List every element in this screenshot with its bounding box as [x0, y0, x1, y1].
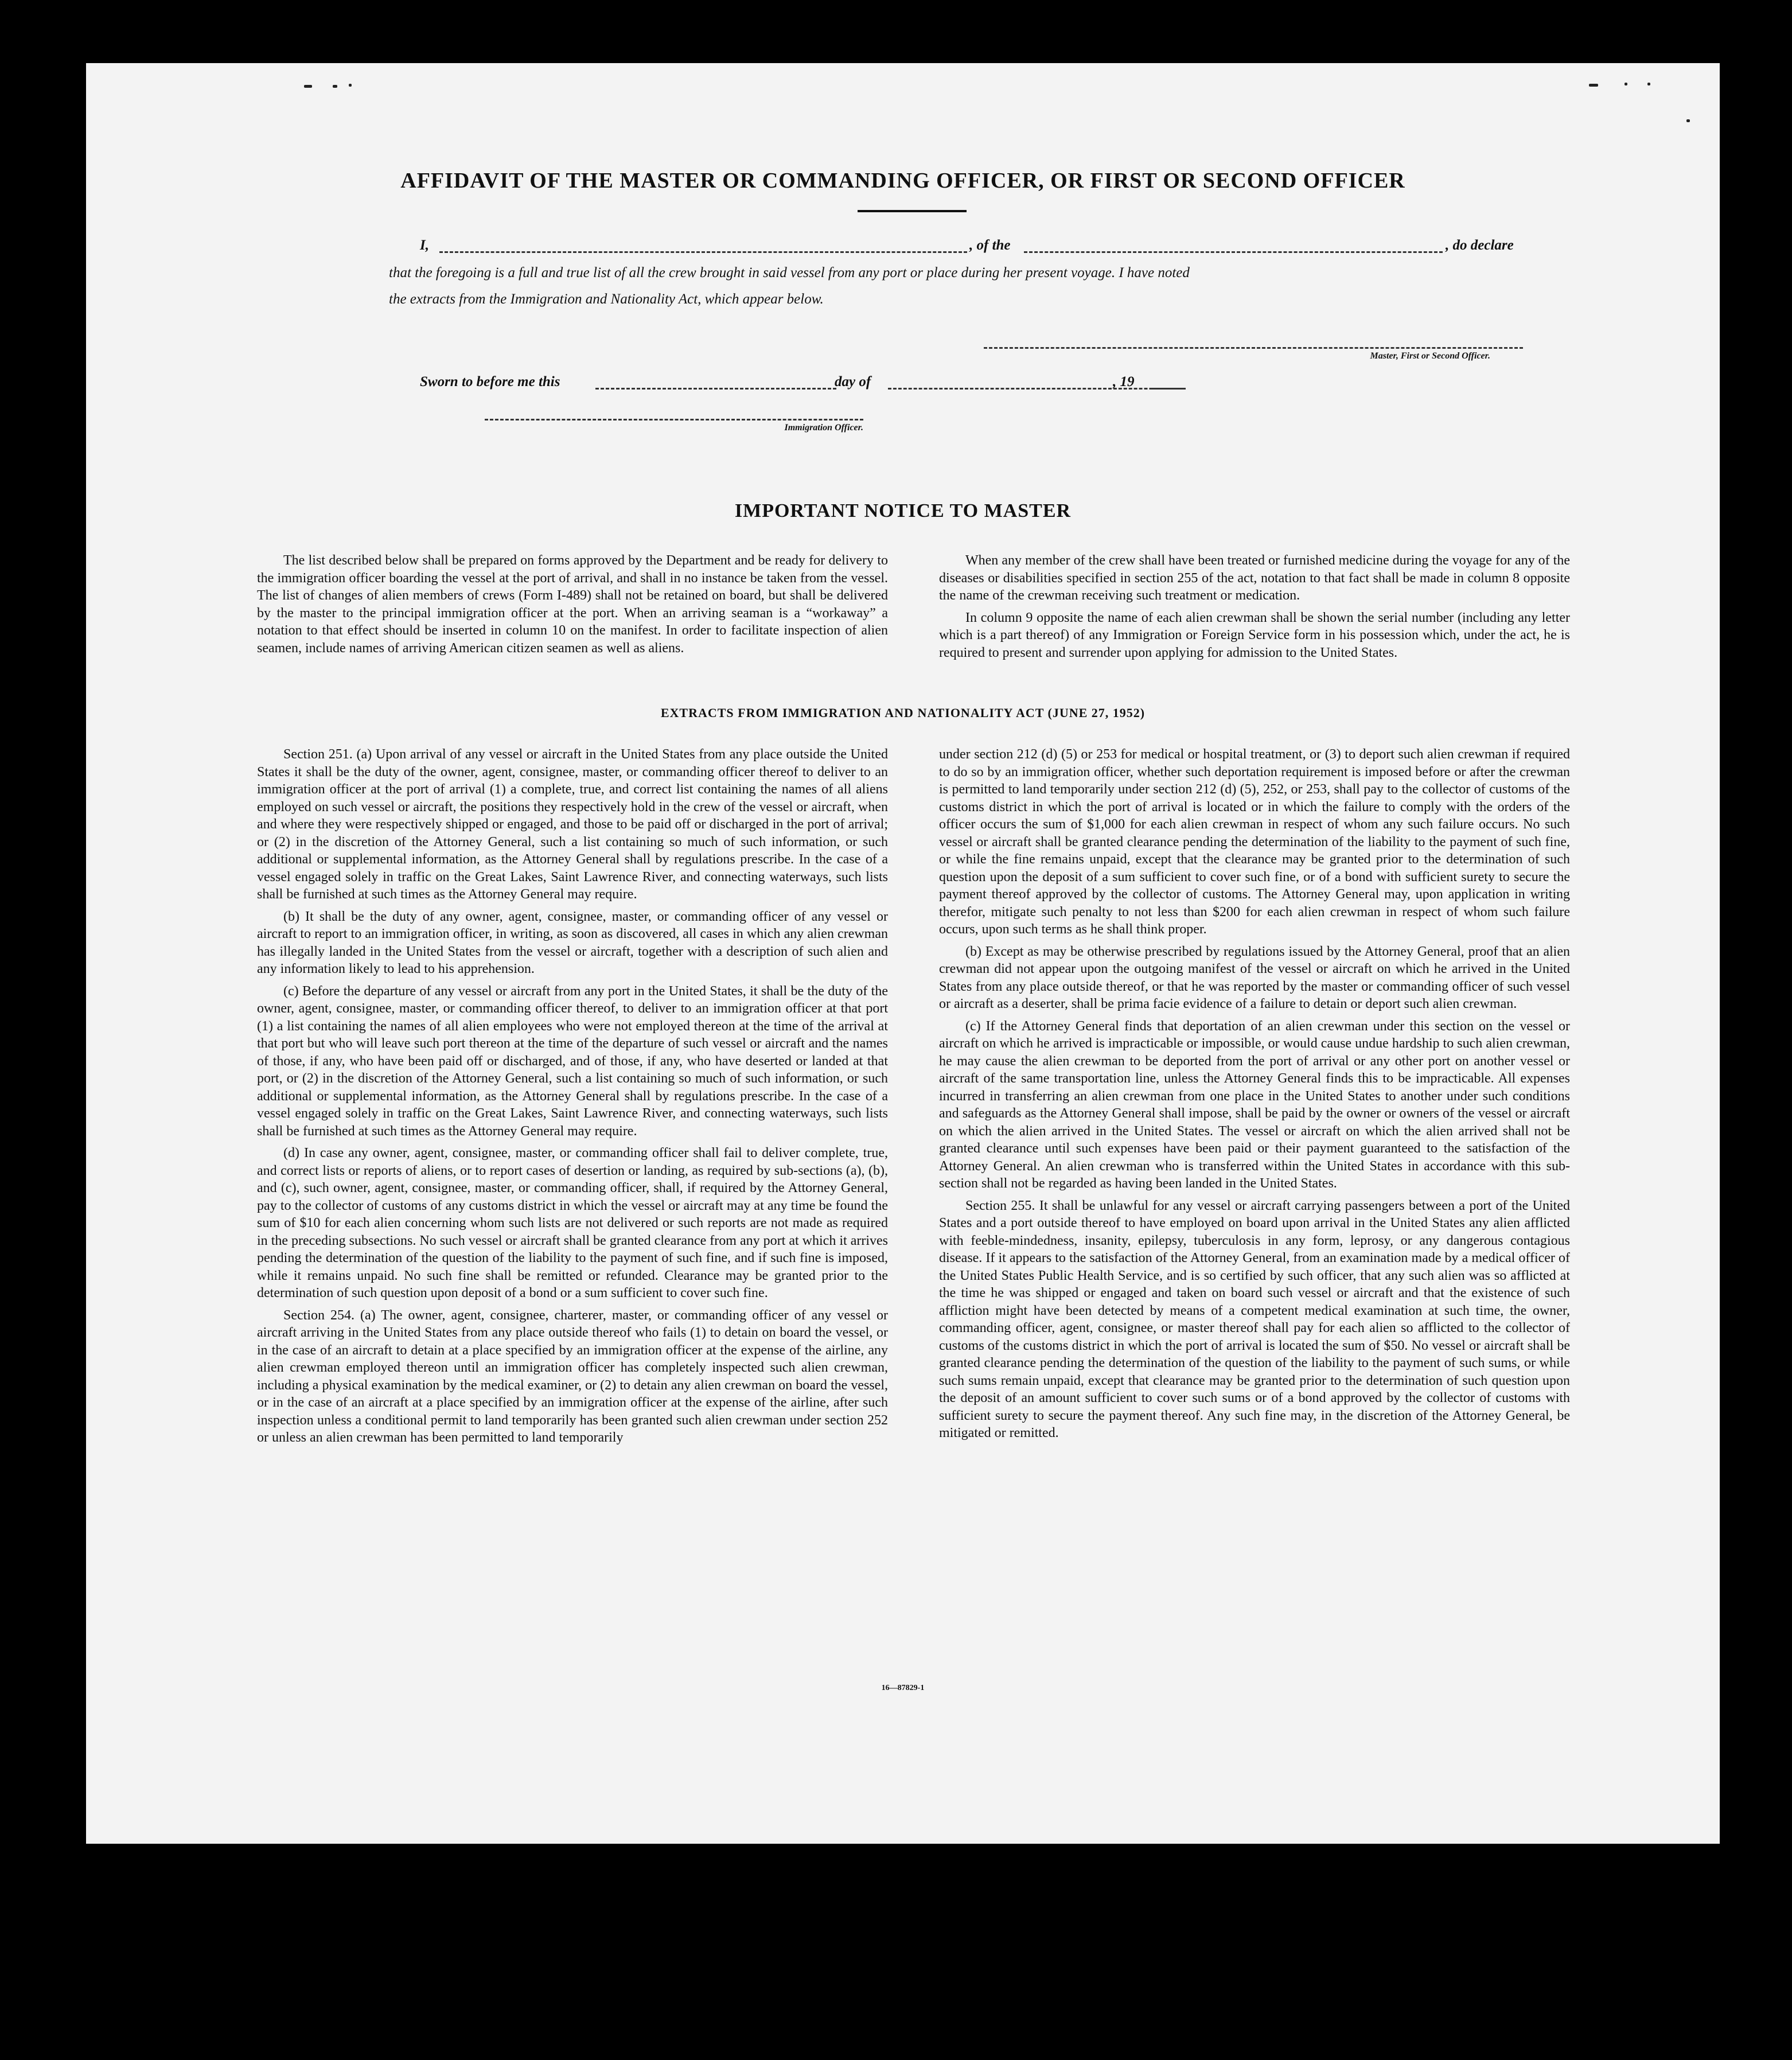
notice-title: IMPORTANT NOTICE TO MASTER [734, 500, 1072, 521]
notice-right [939, 552, 1570, 666]
extract-section-254b: (b) Except as may be otherwise prescribed by regulations issued by the Attorney General, proof that an alien crewman did not appear upon the outgoing manifest of the vessel or aircraft on which he arrived in the United States from any place outside thereof, or that he was reported by the master or commanding officer of such vessel or aircraft as a deserter, shall be prima facie evidence of a failure to detain or deport such alien crewman. [939, 944, 1570, 1011]
extracts-right-column [939, 746, 1570, 1447]
extract-section-254a-cont: under section 212 (d) (5) or 253 for medical or hospital treatment, or (3) to deport such alien crewman if required to do so by an immigration officer, whether such deportation requirement is imposed before or after the crewman is permitted to land temporarily under section 212 (d) (5), 252, or 253, shall pay to the collector of customs of the customs district in which the port of arrival is located or in which the failure to comply with the orders of the officer occurs the sum of $1,000 for each alien crewman in respect of whom any such failure occurs. No such vessel or aircraft shall be granted clearance pending the determination of the liability to the payment of such fine, or while the fine remains unpaid, except that the clearance may be granted prior to the determination of such question upon the deposit of a sum sufficient to cover such fine, or of a bond with sufficient surety to secure the payment thereof approved by the collector of customs. The Attorney General may, upon application in writing therefor, mitigate such penalty to not less than $200 for each alien crewman in respect of whom such failure occurs, upon such terms as he shall think proper. [939, 747, 1570, 937]
sworn-day-blank[interactable] [595, 388, 836, 390]
sworn-prefix: Sworn to before me this [420, 374, 560, 390]
officer-label: Immigration Officer. [784, 423, 863, 433]
notice-right-paragraph-2: In column 9 opposite the name of each alien crewman shall be shown the serial number (including any letter which is a part thereof) of any Immigration or Foreign Service form in his possession which, under the act, he is required to present and surrender upon applying for admission to the United States. [939, 610, 1570, 660]
extract-section-251b: (b) It shall be the duty of any owner, agent, consignee, master, or commanding officer of any vessel or aircraft to report to an immigration officer, in writing, as soon as discovered, all cases in which any alien crewman has illegally landed in the United States from the vessel or aircraft, together with a description of such alien and any information likely to lead to his apprehension. [257, 909, 888, 976]
notice-left-paragraph: The list described below shall be prepared on forms approved by the Department and be ready for delivery to the immigration officer boarding the vessel at the port of arrival, and shall in no instance be taken from the vessel. The list of changes of alien members of crews (Form I-489) shall not be retained on board, but shall be delivered by the master to the principal immigration officer at the port. When an arriving seaman is a “workaway” a notation to that effect should be inserted in column 10 on the manifest. In order to facilitate inspection of alien seamen, include names of arriving American citizen seamen as well as aliens. [257, 553, 888, 656]
extract-section-254a: Section 254. (a) The owner, agent, consignee, charterer, master, or commanding officer of any vessel or aircraft arriving in the United States from any place outside thereof who fails (1) to detain on board the vessel, or in the case of an aircraft to detain at a place specified by an immigration officer at the expense of the airline, any alien crewman employed thereon until an immigration officer has completely inspected such alien crewman, including a physical examination by the medical examiner, or (2) to detain any alien crewman on board the vessel, or in the case of an aircraft at a place specified by an immigration officer at the expense of the airline, after such inspection unless a conditional permit to land temporarily has been granted such alien crewman under section 252 or unless an alien crewman has been permitted to land temporarily [257, 1307, 888, 1445]
name-blank[interactable] [439, 251, 967, 253]
declaration-line-3: the extracts from the Immigration and Nationality Act, which appear below. [389, 291, 824, 307]
vessel-blank[interactable] [1024, 251, 1443, 253]
extract-section-251c: (c) Before the departure of any vessel or aircraft from any port in the United States, it shall be the duty of the owner, agent, consignee, master, or commanding officer thereof, to deliver to an immigration officer at that port (1) a list containing the names of all alien employees who were not employed thereon at the time of the arrival at that port but who will leave such port thereon at the time of the departure of such vessel or aircraft and the names of those, if any, who have been paid off or discharged, and of those, if any, who have deserted or landed at that port, or (2) in the discretion of the Attorney General, such a list containing so much of such information, or such additional or supplemental information, as the Attorney General shall by regulations prescribe. In the case of a vessel engaged solely in traffic on the Great Lakes, Saint Lawrence River, and connecting waterways, such lists shall be furnished at such times as the Attorney General may require. [257, 983, 888, 1139]
extract-section-251d: (d) In case any owner, agent, consignee, master, or commanding officer shall fail to deliver complete, true, and correct lists or reports of aliens, or to report cases of desertion or landing, as required by sub-sections (a), (b), and (c), such owner, agent, consignee, master, or commanding officer, shall, if required by the Attorney General, pay to the collector of customs of any customs district in which the vessel or aircraft may at any time be found the sum of $10 for each alien concerning whom such lists are not delivered or such reports are not made as required in the preceding subsections. No such vessel or aircraft shall be granted clearance from any port at which it arrives pending the determination of the question of the liability to the payment of such fine, and if such fine is imposed, while it remains unpaid. No such fine shall be remitted or refunded. Clearance may be granted prior to the determination of such question upon deposit of a bond or a sum sufficient to cover such fine. [257, 1146, 888, 1300]
sworn-year: , 19 [1113, 374, 1135, 390]
document-page [86, 63, 1720, 1844]
affidavit-title: AFFIDAVIT OF THE MASTER OR COMMANDING OFFICER, OR FIRST OR SECOND OFFICER [400, 169, 1405, 193]
extract-section-251a: Section 251. (a) Upon arrival of any vessel or aircraft in the United States from any place outside the United States it shall be the duty of the owner, agent, consignee, master, or commanding officer thereof to deliver to an immigration officer at the port of arrival (1) a complete, true, and correct list containing the names of all aliens employed on such vessel or aircraft, the positions they respectively hold in the crew of the vessel or aircraft, when and where they were respectively shipped or engaged, and those to be paid off or discharged in the port of arrival; or (2) in the discretion of the Attorney General, such a list containing so much of such information, or such additional or supplemental information, as the Attorney General shall by regulations prescribe. In the case of a vessel engaged solely in traffic on the Great Lakes, Saint Lawrence River, and connecting waterways, such lists shall be furnished at such times as the Attorney General may require. [257, 747, 888, 902]
sworn-day-of: day of [835, 374, 871, 390]
officer-signature-blank[interactable] [485, 419, 863, 420]
title-rule [858, 210, 967, 212]
extract-section-254c: (c) If the Attorney General finds that deportation of an alien crewman under this section on the vessel or aircraft on which he arrived is impracticable or impossible, or would cause undue hardship to such alien crewman, he may cause the alien crewman to be deported from the port of arrival or any other port on another vessel or aircraft of the same transportation line, unless the Attorney General finds this to be impracticable. All expenses incurred in transferring an alien crewman from one place in the United States to another under such conditions and safeguards as the Attorney General shall impose, shall be paid by the owner or owners of the vessel or aircraft on which the alien arrived in the United States. The vessel or aircraft on which the alien arrived shall not be granted clearance until such expenses have been paid or their payment guaranteed to the satisfaction of the Attorney General. An alien crewman who is transferred within the United States in accordance with this sub-section shall not be regarded as having been landed in the United States. [939, 1018, 1570, 1191]
notice-right-paragraph-1: When any member of the crew shall have been treated or furnished medicine during the voyage for any of the diseases or disabilities specified in section 255 of the act, notation to that fact shall be made in column 8 opposite the name of the crewman receiving such treatment or medication. [939, 553, 1570, 603]
declaration-i: I, [420, 237, 429, 253]
sworn-month-blank[interactable] [888, 388, 1183, 390]
signature-label: Master, First or Second Officer. [1370, 351, 1490, 361]
extracts-left-column [257, 746, 888, 1451]
sworn-year-blank[interactable] [1151, 388, 1186, 390]
declaration-line-2: that the foregoing is a full and true list of all the crew brought in said vessel from any port or place during her present voyage. I have noted [389, 265, 1190, 281]
declaration-of-the: , of the [969, 237, 1011, 253]
form-code: 16—87829-1 [881, 1684, 925, 1692]
signature-blank[interactable] [984, 347, 1523, 349]
extracts-title: EXTRACTS FROM IMMIGRATION AND NATIONALITY ACT (JUNE 27, 1952) [660, 706, 1146, 720]
notice-left [257, 552, 888, 661]
extract-section-255: Section 255. It shall be unlawful for any vessel or aircraft carrying passengers between a port of the United States and a port outside thereof to have employed on board upon arrival in the United States any alien afflicted with feeble-mindedness, insanity, epilepsy, tuberculosis in any form, leprosy, or any dangerous contagious disease. If it appears to the satisfaction of the Attorney General, from an examination made by a medical officer of the United States Public Health Service, and is so certified by such officer, that any such alien was so afflicted at the time he was shipped or engaged and taken on board such vessel or aircraft and that the existence of such affliction might have been detected by means of a competent medical examination at such time, the owner, commanding officer, agent, consignee, or master thereof shall pay for each alien so afflicted to the collector of customs of the customs district in which the port of arrival is located the sum of $50. No vessel or aircraft shall be granted clearance pending the determination of the question of the liability to the payment of such sums, or while such sums remain unpaid, except that clearance may be granted prior to the determination of such question upon the deposit of an amount sufficient to cover such sums or of a bond approved by the collector of customs with sufficient surety to secure the payment thereof. Any such fine may, in the discretion of the Attorney General, be mitigated or remitted. [939, 1198, 1570, 1440]
declaration-do-declare: , do declare [1446, 237, 1514, 253]
